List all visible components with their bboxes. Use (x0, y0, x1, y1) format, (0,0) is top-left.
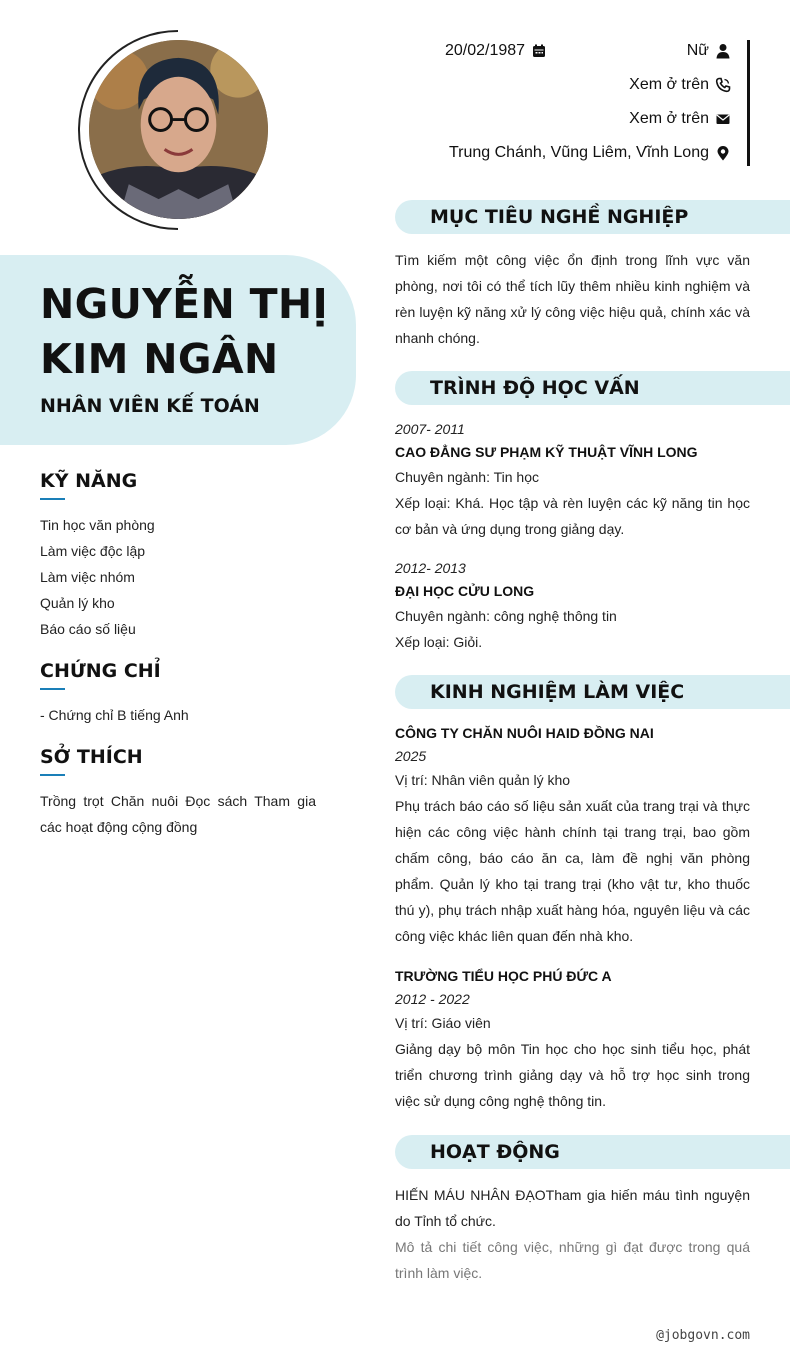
skills-section (40, 470, 316, 642)
experience-position: Vị trí: Giáo viên (395, 1015, 491, 1031)
experience-position: Vị trí: Nhân viên quản lý kho (395, 772, 571, 788)
avatar (89, 40, 268, 219)
education-period: 2007- 2011 (395, 421, 465, 437)
phone-text: Xem ở trên (629, 76, 709, 93)
experience-heading-bar (395, 675, 790, 709)
activities-section (395, 1182, 750, 1286)
list-item: - Chứng chỉ B tiếng Anh (40, 707, 189, 723)
experience-description: Giảng dạy bộ môn Tin học cho học sinh tiểu học, phát triển chương trình giảng dạy và hỗ trợ học sinh trong việc sử dụng công nghệ thông tin. (395, 1041, 750, 1109)
user-icon (715, 43, 731, 59)
birthday-text: 20/02/1987 (445, 42, 526, 59)
skills-list (40, 512, 316, 642)
hobbies-section (40, 746, 316, 840)
objective-heading: MỤC TIÊU NGHỀ NGHIỆP (430, 206, 689, 228)
name-banner (0, 255, 356, 445)
experience-period: 2025 (395, 748, 427, 764)
objective-section (395, 247, 750, 351)
education-major: Chuyên ngành: Tin học (395, 469, 539, 485)
list-item: Quản lý kho (40, 595, 115, 611)
education-school: ĐẠI HỌC CỬU LONG (395, 583, 535, 599)
certificates-section (40, 660, 316, 728)
calendar-icon (531, 43, 547, 59)
list-item: Báo cáo số liệu (40, 621, 136, 637)
envelope-icon (715, 111, 731, 127)
gender-row (687, 42, 731, 60)
address-text: Trung Chánh, Vũng Liêm, Vĩnh Long (448, 144, 709, 161)
phone-row (629, 76, 731, 94)
education-grade: Xếp loại: Khá. Học tập và rèn luyện các kỹ năng tin học cơ bản và ứng dụng trong giảng dạy. (395, 495, 750, 537)
address-row (449, 144, 731, 162)
skills-heading: KỸ NĂNG (40, 470, 138, 492)
education-period: 2012- 2013 (395, 560, 466, 576)
certificates-heading: CHỨNG CHỈ (40, 660, 161, 682)
objective-text: Tìm kiếm một công việc ổn định trong lĩnh vực văn phòng, nơi tôi có thể tích lũy thêm nhiều kinh nghiệm và rèn luyện kỹ năng xử lý công việc hiệu quả, chính xác và nhanh chóng. (395, 252, 750, 346)
certificates-list (40, 702, 316, 728)
experience-company: TRƯỜNG TIỂU HỌC PHÚ ĐỨC A (395, 968, 612, 984)
experience-company: CÔNG TY CHĂN NUÔI HAID ĐỒNG NAI (395, 725, 654, 741)
education-heading: TRÌNH ĐỘ HỌC VẤN (430, 377, 640, 399)
activities-heading-bar (395, 1135, 790, 1169)
education-item-1 (395, 418, 750, 542)
education-major: Chuyên ngành: công nghệ thông tin (395, 608, 617, 624)
contact-panel (390, 40, 750, 166)
phone-icon (715, 77, 731, 93)
experience-description: Phụ trách báo cáo số liệu sản xuất của trang trại và thực hiện các công việc hành chính tại trang trại, bao gồm chấm công, báo cáo ăn ca, làm đề nghị văn phòng phẩm. Quản lý kho tại trang trại (kho vật tư, kho thuốc thú y), phụ trách nhập xuất hàng hóa, nguyên liệu và các công việc khác liên quan đến nhà kho. (395, 798, 750, 944)
list-item: Tin học văn phòng (40, 517, 155, 533)
activities-heading: HOẠT ĐỘNG (430, 1141, 560, 1163)
certificates-underline (40, 688, 65, 690)
birthday-row (445, 42, 547, 60)
list-item: Làm việc độc lập (40, 543, 146, 559)
hobbies-heading: SỞ THÍCH (40, 746, 143, 768)
education-item-2 (395, 557, 750, 655)
candidate-name (40, 277, 328, 387)
map-pin-icon (715, 145, 731, 161)
experience-period: 2012 - 2022 (395, 991, 470, 1007)
hobbies-underline (40, 774, 65, 776)
email-row (629, 110, 731, 128)
avatar-photo (89, 40, 268, 219)
experience-item-1 (395, 721, 750, 949)
site-watermark: @jobgovn.com (656, 1328, 750, 1343)
education-grade: Xếp loại: Giỏi. (395, 634, 483, 650)
education-heading-bar (395, 371, 790, 405)
avatar-frame (78, 30, 278, 230)
activities-text: HIẾN MÁU NHÂN ĐẠOTham gia hiến máu tình nguyện do Tỉnh tổ chức. (395, 1187, 750, 1229)
experience-heading: KINH NGHIỆM LÀM VIỆC (430, 681, 685, 703)
experience-item-2 (395, 964, 750, 1114)
name-line-1: NGUYỄN THỊ (40, 280, 329, 328)
objective-heading-bar (395, 200, 790, 234)
hobbies-text: Trồng trọt Chăn nuôi Đọc sách Tham gia các hoạt động cộng đồng (40, 793, 316, 835)
job-title: NHÂN VIÊN KẾ TOÁN (40, 395, 260, 417)
gender-text: Nữ (686, 42, 709, 59)
activities-placeholder: Mô tả chi tiết công việc, những gì đạt được trong quá trình làm việc. (395, 1239, 750, 1281)
education-school: CAO ĐẲNG SƯ PHẠM KỸ THUẬT VĨNH LONG (395, 444, 698, 460)
list-item: Làm việc nhóm (40, 569, 135, 585)
name-line-2: KIM NGÂN (40, 335, 279, 383)
skills-underline (40, 498, 65, 500)
email-text: Xem ở trên (629, 110, 709, 127)
